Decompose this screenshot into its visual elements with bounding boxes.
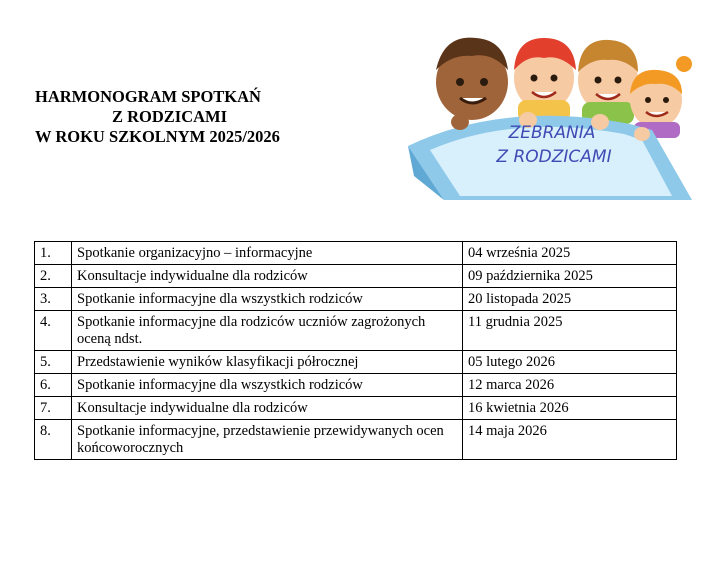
table-row — [35, 397, 677, 420]
meeting-date: 11 grudnia 2025 — [463, 311, 677, 351]
meeting-date: 14 maja 2026 — [463, 420, 677, 460]
meeting-description: Spotkanie informacyjne, przedstawienie przewidywanych ocen końcoworocznych — [72, 420, 463, 460]
kid-3-illustration — [578, 40, 638, 124]
row-number: 4. — [35, 311, 72, 351]
meeting-description: Konsultacje indywidualne dla rodziców — [72, 397, 463, 420]
page-title — [35, 87, 335, 147]
meeting-description: Spotkanie informacyjne dla wszystkich rodziców — [72, 374, 463, 397]
kid-2-illustration — [514, 38, 576, 122]
table-row — [35, 242, 677, 265]
meeting-description: Spotkanie organizacyjno – informacyjne — [72, 242, 463, 265]
row-number: 3. — [35, 288, 72, 311]
meeting-date: 05 lutego 2026 — [463, 351, 677, 374]
row-number: 5. — [35, 351, 72, 374]
title-line-3: W ROKU SZKOLNYM 2025/2026 — [35, 127, 280, 146]
banner-line-2: Z RODZICAMI — [496, 147, 612, 167]
table-row — [35, 288, 677, 311]
meeting-date: 20 listopada 2025 — [463, 288, 677, 311]
table-row — [35, 311, 677, 351]
title-line-1: HARMONOGRAM SPOTKAŃ — [35, 87, 261, 106]
meeting-description: Konsultacje indywidualne dla rodziców — [72, 265, 463, 288]
meeting-description: Przedstawienie wyników klasyfikacji półrocznej — [72, 351, 463, 374]
kid-4-illustration — [630, 56, 692, 138]
table-row — [35, 265, 677, 288]
banner-line-1: ZEBRANIA — [508, 123, 596, 143]
title-line-2: Z RODZICAMI — [112, 107, 228, 126]
meeting-date: 12 marca 2026 — [463, 374, 677, 397]
meeting-description: Spotkanie informacyjne dla rodziców uczniów zagrożonych oceną ndst. — [72, 311, 463, 351]
meeting-date: 04 września 2025 — [463, 242, 677, 265]
row-number: 2. — [35, 265, 72, 288]
kids-banner-illustration — [404, 30, 704, 202]
meeting-date: 16 kwietnia 2026 — [463, 397, 677, 420]
table-row — [35, 374, 677, 397]
row-number: 6. — [35, 374, 72, 397]
table-row — [35, 351, 677, 374]
row-number: 1. — [35, 242, 72, 265]
kid-1-illustration — [436, 38, 508, 120]
meeting-description: Spotkanie informacyjne dla wszystkich rodziców — [72, 288, 463, 311]
meeting-date: 09 października 2025 — [463, 265, 677, 288]
row-number: 7. — [35, 397, 72, 420]
row-number: 8. — [35, 420, 72, 460]
meetings-schedule-table — [34, 241, 677, 460]
table-row — [35, 420, 677, 460]
